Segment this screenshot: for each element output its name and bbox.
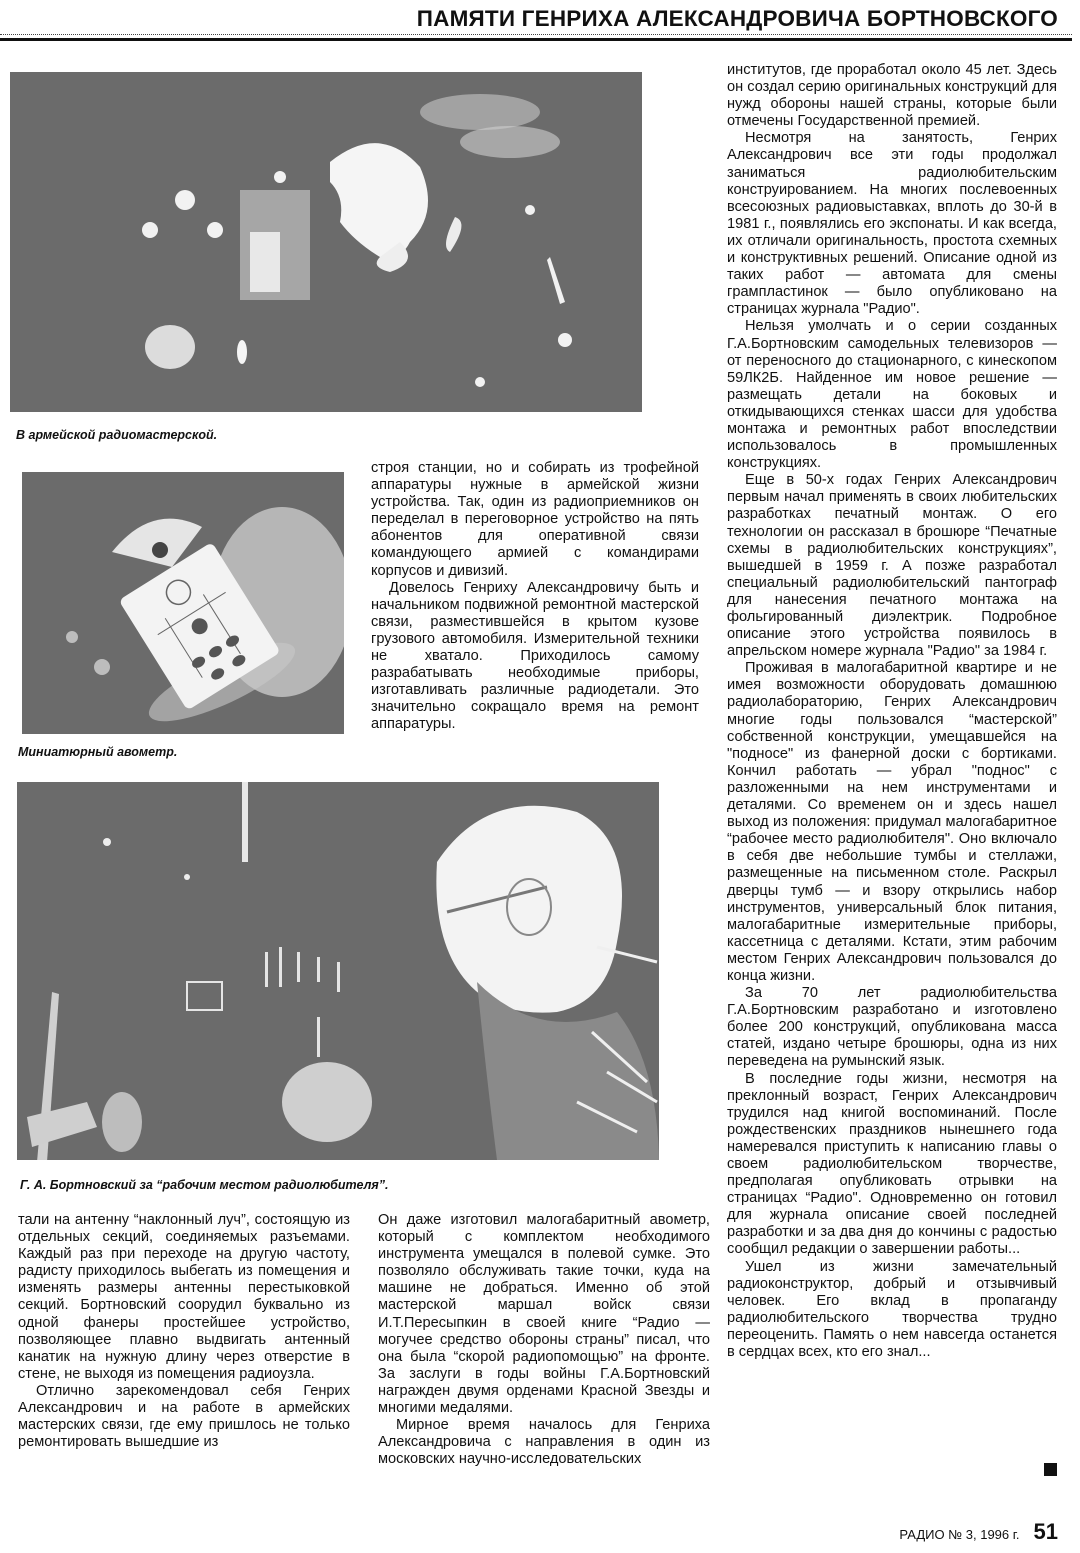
photo-miniature-avometer: [22, 472, 344, 734]
photo-army-radio-workshop: [10, 72, 642, 412]
paragraph: Несмотря на занятость, Генрих Александрович все эти годы продолжал заниматься радиолюбительским конструированием. На многих послевоенных всесоюзных радиовыставках, вплоть до 30-й в 1981 г., появлялись его экспонаты. И как всегда, их отличали оригинальность, простота схемных и конструктивных решений. Описание одной из таких работ — автомата для смены грампластинок — было опубликовано на страницах журнала "Радио".: [727, 130, 1057, 318]
paragraph: строя станции, но и собирать из трофейной аппаратуры нужные в армейской жизни устройства. Так, один из радиоприемников он переделал в переговорное устройство на пять абонентов для оперативной связи командующего армией с командирами корпусов и дивизий.: [371, 460, 699, 579]
photo-caption-avometer: Миниатюрный авометр.: [18, 745, 178, 759]
photo-caption-workplace: Г. А. Бортновский за “рабочим местом радиолюбителя”.: [20, 1178, 389, 1192]
paragraph: Отлично зарекомендовал себя Генрих Александрович и на работе в армейских мастерских связи, где ему пришлось не только ремонтировать вышедшие из: [18, 1382, 350, 1451]
paragraph: Мирное время началось для Генриха Александровича с направления в один из московских научно-исследовательских: [378, 1417, 710, 1468]
article-column-middle-lower: [378, 1212, 710, 1468]
paragraph: Довелось Генриху Александровичу быть и начальником подвижной ремонтной мастерской связи, разместившейся в крытом кузове грузового автомобиля. Измерительной техники не хватало. Приходилось самому разрабатывать необходимые приборы, изготавливать различные радиодетали. Это значительно сокращало время на ремонт аппаратуры.: [371, 579, 699, 733]
paragraph: Он даже изготовил малогабаритный авометр, который с комплектом необходимого инструмента умещался в полевой сумке. Это позволяло обслуживать такие точки, куда на машине не добраться. Именно об этой мастерской маршал войск связи И.Т.Пересыпкин в своей книге “Радио — могучее средство обороны страны” писал, что она была “скорой радиопомощью” на фронте. За заслуги в годы войны Г.А.Бортновский награжден двумя орденами Красной Звезды и многими медалями.: [378, 1212, 710, 1417]
footer-issue-label: РАДИО № 3, 1996 г.: [899, 1527, 1020, 1542]
article-column-middle-upper: [371, 460, 699, 734]
paragraph: За 70 лет радиолюбительства Г.А.Бортновским разработано и изготовлено более 200 конструкций, опубликована масса статей, издано четыре брошюры, одна из них переведена на румынский язык.: [727, 985, 1057, 1070]
paragraph: Еще в 50-х годах Генрих Александрович первым начал применять в своих любительских разработках печатный монтаж. О его технологии он рассказал в брошюре “Печатные схемы в радиолюбительских конструкциях”, вышедшей в 1959 г. А позже разработал специальный радиолюбительский пантограф для нанесения печатного монтажа на фольгированный диэлектрик. Подробное описание этого устройства появилось в апрельском номере журнала "Радио" за 1984 г.: [727, 472, 1057, 660]
paragraph: тали на антенну “наклонный луч”, состоящую из отдельных секций, соединяемых разъемами. Каждый раз при переходе на другую частоту, радисту приходилось выбегать из помещения и изменять размеры антенны перестыковкой секций. Бортновский соорудил буквально из одной фанеры простейшее устройство, позволяющее плавно выдвигать антенный канатик на нужную длину через отверстие в стене, не выходя из помещения радиоузла.: [18, 1212, 350, 1382]
paragraph: институтов, где проработал около 45 лет. Здесь он создал серию оригинальных конструкций для нужд обороны нашей страны, которые были отмечены Государственной премией.: [727, 62, 1057, 130]
page-number: 51: [1033, 1519, 1058, 1544]
article-column-right: [727, 62, 1057, 1361]
page-footer: [899, 1519, 1058, 1545]
photo-caption-army-workshop: В армейской радиомастерской.: [16, 428, 218, 442]
paragraph: Нельзя умолчать и о серии созданных Г.А.Бортновским самодельных телевизоров — от переносного до стационарного, с кинескопом 59ЛК2Б. Найденное им новое решение — размещать детали на боковых и откидывающихся стенках шасси для удобства монтажа и ремонтных работ впоследствии использовалось в промышленных конструкциях.: [727, 318, 1057, 472]
paragraph: Проживая в малогабаритной квартире и не имея возможности оборудовать домашнюю радиолабораторию, Генрих Александрович многие годы пользовался “мастерской” собственной конструкции, умещавшейся на "подносе" из фанерной доски с бортиками. Кончил работать — убрал "поднос" с разложенными на нем инструментами и деталями. Со временем он и здесь нашел выход из положения: придумал малогабаритное “рабочее место радиолюбителя". Оно включало в себя две небольшие тумбы и стеллажи, размещенные на письменном столе. Раскрыл дверцы тумб — и взору открылись набор инструментов, универсальный блок питания, малогабаритные измерительные приборы, кассетница с деталями. Кстати, этим рабочим местом Генрих Александрович пользовался до конца жизни.: [727, 660, 1057, 984]
article-header-title: ПАМЯТИ ГЕНРИХА АЛЕКСАНДРОВИЧА БОРТНОВСКОГО: [416, 6, 1058, 31]
paragraph: Ушел из жизни замечательный радиоконструктор, добрый и отзывчивый человек. Его вклад в пропаганду радиолюбительского творчества трудно переоценить. Память о нем навсегда останется в сердцах всех, кто его знал...: [727, 1258, 1057, 1361]
photo-bortnovsky-at-workplace: [17, 782, 659, 1160]
header-rule: [0, 38, 1072, 41]
article-end-square-icon: [1044, 1463, 1057, 1476]
article-column-left-lower: [18, 1212, 350, 1451]
paragraph: В последние годы жизни, несмотря на преклонный возраст, Генрих Александрович трудился над книгой воспоминаний. После рождественских праздников нынешнего года намеревался приступить к написанию главы о своем радиолюбительском творчестве, предполагая опубликовать отрывки на страницах “Радио". Одновременно он готовил для журнала описание своей последней разработки и за два дня до кончины с радостью сообщил редакции о завершении работы...: [727, 1070, 1057, 1258]
header-dotted-rule: [0, 34, 1072, 36]
